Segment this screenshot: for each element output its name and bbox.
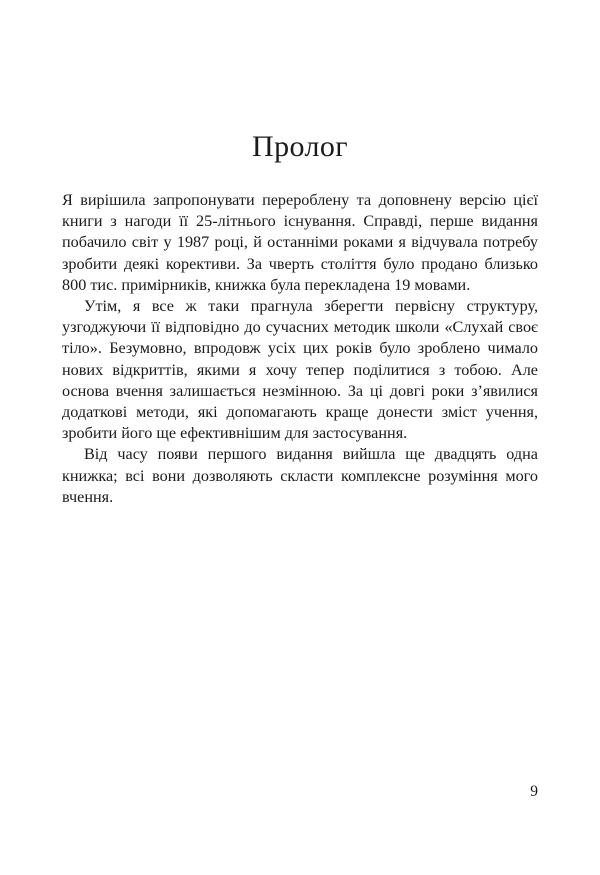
paragraph: Від часу появи першого видання вийшла ще двадцять одна книжка; всі вони дозволяють скласти комплексне розуміння мого вчення. — [62, 445, 538, 506]
paragraph: Я вирішила запропонувати перероблену та доповнену версію цієї книги з нагоди її 25-літнього існування. Справді, перше видання побачило світ у 1987 році, й останніми роками я відчувала потребу зробити деякі корективи. За чверть століття було продано близько 800 тис. примірників, книжка була перекладена 19 мовами. — [62, 191, 538, 294]
page-title: Пролог — [252, 130, 348, 163]
paragraph: Утім, я все ж таки прагнула зберегти первісну структуру, узгоджуючи її відповідно до сучасних методик школи «Слухай своє тіло». Безумовно, впродовж усіх цих років було зроблено чимало нових відкриттів, якими я хочу тепер поділитися з тобою. Але основа вчення залишається незмінною. За ці довгі роки з’явилися додаткові методи, які допомагають краще донести зміст учення, зробити його ще ефективнішим для застосування. — [62, 297, 538, 443]
page-content-column — [62, 0, 538, 508]
page-number: 9 — [530, 783, 538, 800]
body-text-block — [62, 164, 538, 508]
